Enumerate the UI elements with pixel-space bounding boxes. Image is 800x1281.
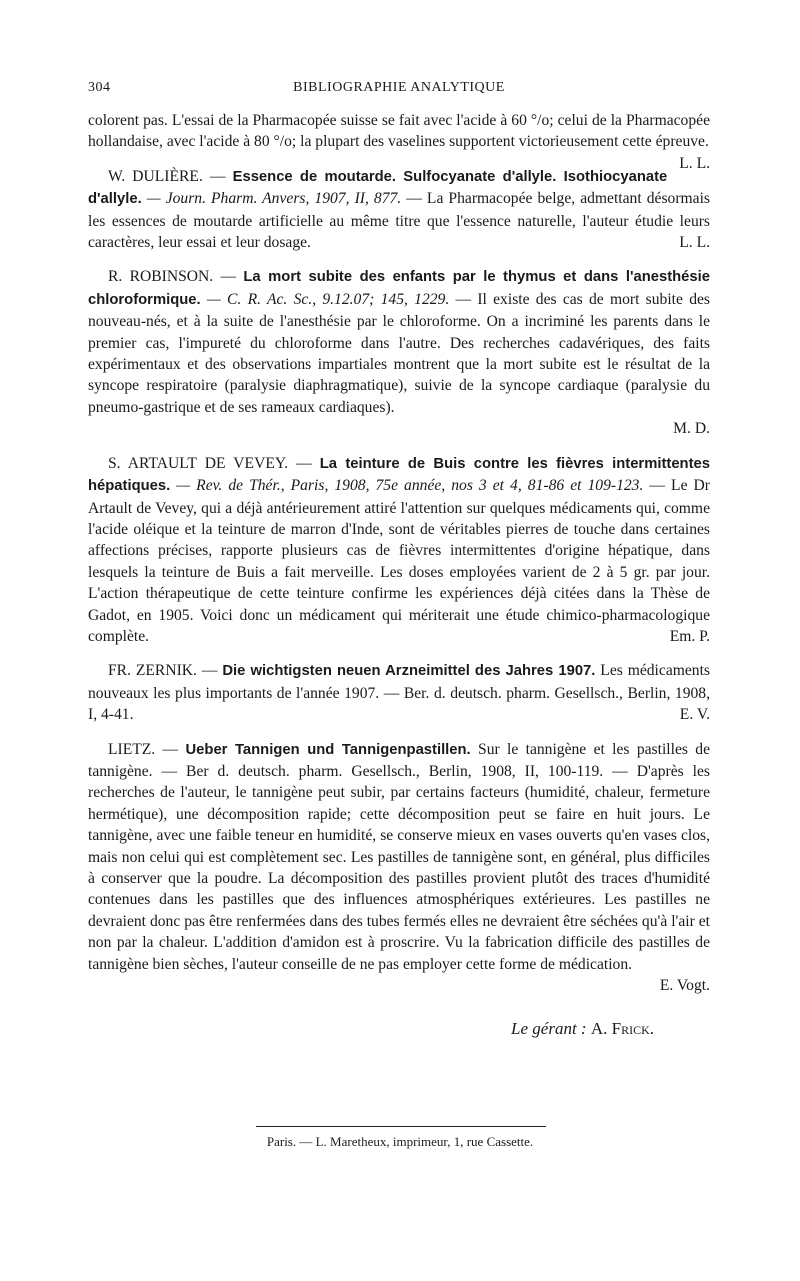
entry-robinson [88,266,710,418]
entry-signature: Em. P. [669,627,710,645]
entry-source: — Rev. de Thér., Paris, 1908, 75e année, nos 3 et 4, 81-86 et 109-123. [176,477,644,495]
entry-text: — Le Dr Artault de Vevey, qui a déjà antérieurement attiré l'attention sur quelques médicaments qui, comme l'acide oléique et la teinture de marron d'Inde, sont de véritables pierres de touche dans certaines affections précises, rapporte plusieurs cas de fièvres intermittentes d'origine hépatique, dans lesquels la teinture de Buis a fait merveille. Les doses employées varient de 2 à 5 gr. par jour. L'action thérapeutique de cette teinture confirme les expériences déjà citées dans la Thèse de Gadot, en 1905. Voici donc un médicament qui mériterait une étude chimico-pharmacologique complète. [88,477,710,645]
entry-title: La mort subite des enfants par le thymus et dans l'anesthésie chloroformique. [88,269,710,308]
entry-author: S. ARTAULT DE VEVEY. — [108,454,312,472]
entry-artault [88,453,710,648]
page-header [88,80,710,96]
page [88,80,710,1040]
bibliography-body [88,110,710,1040]
entry-title: Ueber Tannigen und Tannigenpastillen. [185,741,471,758]
entry-signature: E. V. [679,706,710,724]
page-number: 304 [88,80,111,95]
entry-text: — Il existe des cas de mort subite des nouveau-nés, et à la suite de l'anesthésie par le chloroforme. On a incriminé les parents dans le premier cas, l'impureté du chloroforme dans l'autre. Des recherches cadavériques, des faits expérimentaux et des observations impartiales montrent que la mort subite est le résultat de la syncope respiratoire (paralysie diaphragmatique), suivie de la syncope cardiaque (paralysie du pneumo-gastrique et de ses rameaux cardiaques). [88,290,710,416]
entry-title: La teinture de Buis contre les fièvres intermittentes hépatiques. [88,455,710,495]
entry-title: Die wichtigsten neuen Arzneimittel des Jahres 1907. [222,663,596,680]
entry-continued [88,110,710,172]
entry-signature: E. Vogt. [659,977,710,995]
entry-lietz [88,739,710,975]
entry-title: Essence de moutarde. Sulfocyanate d'allyle. Isothiocyanate d'allyle. [88,168,668,208]
entry-signature: L. L. [679,154,710,172]
footer-rule [256,1126,546,1127]
running-title: BIBLIOGRAPHIE ANALYTIQUE [293,80,505,95]
entry-author: FR. ZERNIK. — [108,662,218,680]
gerant-line [88,1018,710,1039]
entry-zernik [88,660,710,725]
entry-source: — C. R. Ac. Sc., 9.12.07; 145, 1229. [206,290,450,308]
entry-text: Sur le tannigène et les pastilles de tannigène. — Ber d. deutsch. pharm. Gesellsch., Berlin, 1908, II, 100-119. — D'après les recherches de l'auteur, le tannigène peut subir, par certains facteurs (humidité, chaleur, fermeture hermétique), une décomposition rapide; cette décomposition peut se faire en huit jours. Le tannigène, avec une faible teneur en humidité, se conserve mieux en vases ouverts qu'en vases clos, mais non celui qui est complètement sec. Les pastilles de tannigène sont, en général, plus difficiles à conserver que la poudre. La décomposition des pastilles provient plutôt des traces d'humidité contenues dans les pastilles que des influences atmosphériques extérieures. Les pastilles ne devraient donc pas être renfermées dans des tubes fermés elles ne devraient être séchées qu'à l'air et non par la chaleur. L'addition d'amidon est à proscrire. Vu la fabrication difficile des pastilles de tannigène bien sèches, l'auteur conseille de ne pas employer cette forme de médication. [88,740,710,973]
gerant-label: Le gérant : [511,1019,587,1039]
entry-signature: L. L. [679,234,710,252]
gerant-name: A. Frick. [590,1019,654,1039]
entry-source: — Journ. Pharm. Anvers, 1907, II, 877. [146,190,402,208]
entry-text: — La Pharmacopée belge, admettant désormais les essences de moutarde artificielle au même titre que l'essence naturelle, l'auteur étudie leurs caractères, leur essai et leur dosage. [88,190,710,252]
entry-author: W. DULIÈRE. — [108,167,226,185]
entry-author: LIETZ. — [108,740,179,758]
printer-footer: Paris. — L. Maretheux, imprimeur, 1, rue Cassette. [266,1134,534,1149]
entry-text: Les médicaments nouveaux les plus importants de l'année 1907. — Ber. d. deutsch. pharm. Gesellsch., Berlin, 1908, I, 4-41. [88,662,710,724]
entry-duliere [88,166,710,254]
entry-signature: M. D. [673,420,710,438]
entry-author: R. ROBINSON. — [108,268,237,286]
entry-text: colorent pas. L'essai de la Pharmacopée suisse se fait avec l'acide à 60 °/o; celui de la Pharmacopée hollandaise, avec l'acide à 80 °/o; la plupart des vaselines supportent victorieusement cette épreuve. [88,112,710,151]
